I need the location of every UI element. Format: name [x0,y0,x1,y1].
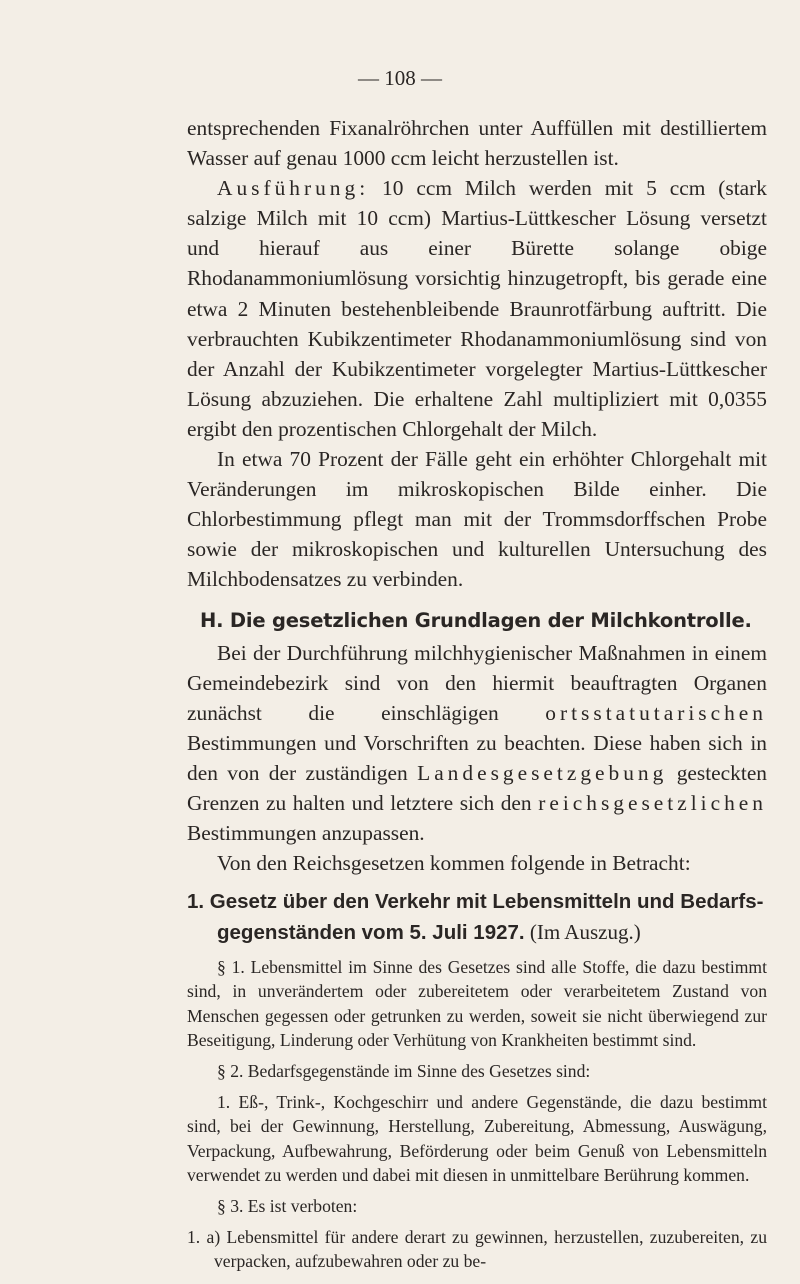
page-number: — 108 — [358,66,442,90]
section-3: § 3. Es ist verboten: [217,1196,358,1217]
text-run: Bei der Durchführung milchhygienischer Maßnahmen in einem Gemeindebezirk sind von den hiermit beauftragten Organen zunächst die einschlägigen [187,640,767,725]
spaced-term-ortsstatutarisch: ortsstatutarischen [545,700,767,725]
paragraph-prozent: In etwa 70 Prozent der Fälle geht ein erhöhter Chlorgehalt mit Veränderungen im mikroskopischen Bilde einher. Die Chlorbestimmung pflegt man mit der Trommsdorffschen Probe sowie der mikroskopischen und kulturellen Untersuchung des Milchbodensatzes zu verbinden. [187,447,767,592]
section-heading-h: H. Die gesetzlichen Grundlagen der Milchkontrolle. [200,608,752,632]
law-title-date: gegenständen vom 5. Juli 1927. [217,921,525,945]
law-excerpt [187,955,767,1273]
page-body [187,113,767,1274]
spaced-term-landesgesetzgebung: Landesgesetzgebung [417,760,668,785]
section-1: § 1. Lebensmittel im Sinne des Gesetzes sind alle Stoffe, die dazu bestimmt sind, in unverändertem oder zubereitetem oder verarbeitetem Zustand von Menschen gegessen oder getrunken zu werden, soweit sie nicht überwiegend zur Beseitigung, Linderung oder Verhütung von Krankheiten bestimmt sind. [187,957,767,1050]
paragraph-fixanal: entsprechenden Fixanalröhrchen unter Auffüllen mit destilliertem Wasser auf genau 1000 ccm leicht herzustellen ist. [187,116,767,171]
paragraph-ausfuehrung [187,173,767,444]
ausfuehrung-text: 10 ccm Milch werden mit 5 ccm (stark salzige Milch mit 10 ccm) Martius-Lüttkescher Lösung versetzt und hierauf aus einer Bürette solange obige Rhodanammoniumlösung vorsichtig hinzugetropft, bis gerade eine etwa 2 Minuten bestehenbleibende Braunrotfärbung auftritt. Die verbrauchten Kubikzentimeter Rhodanammoniumlösung sind von der Anzahl der Kubikzentimeter vorgelegter Martius-Lüttkescher Lösung abzuziehen. Die erhaltene Zahl multipliziert mit 0,0355 ergibt den prozentischen Chlorgehalt der Milch. [187,176,767,441]
text-run: Bestimmungen anzupassen. [187,821,425,846]
ausfuehrung-label: Ausführung: [217,176,370,201]
text-run: gesteckten Grenzen zu halten und letztere sich den [187,760,768,815]
paragraph-durchfuehrung [187,638,767,849]
law-title [187,887,767,948]
text-run: Bestimmungen und Vorschriften zu beachten. Diese haben sich in den von der zuständigen [187,730,767,785]
law-title-line-1: 1. Gesetz über den Verkehr mit Lebensmitteln und Bedarfs- [187,890,764,914]
law-title-note: (Im Auszug.) [524,920,641,945]
section-2-item-1: 1. Eß-, Trink-, Kochgeschirr und andere Gegenstände, die dazu bestimmt sind, bei der Gewinnung, Herstellung, Zubereitung, Abmessung, Auswägung, Verpackung, Aufbewahrung, Beförderung oder beim Genuß von Lebensmitteln verwendet zu werden und dabei mit diesen in unmittelbare Berührung kommen. [187,1092,767,1185]
spaced-term-reichsgesetzlich: reichsgesetzlichen [538,790,767,815]
paragraph-reichsgesetze: Von den Reichsgesetzen kommen folgende in Betracht: [217,851,691,876]
section-2: § 2. Bedarfsgegenstände im Sinne des Gesetzes sind: [217,1061,591,1082]
section-3-item-1a: 1. a) Lebensmittel für andere derart zu gewinnen, herzustellen, zuzubereiten, zu verpacken, aufzubewahren oder zu be- [187,1227,767,1272]
law-title-line-2 [187,917,767,948]
